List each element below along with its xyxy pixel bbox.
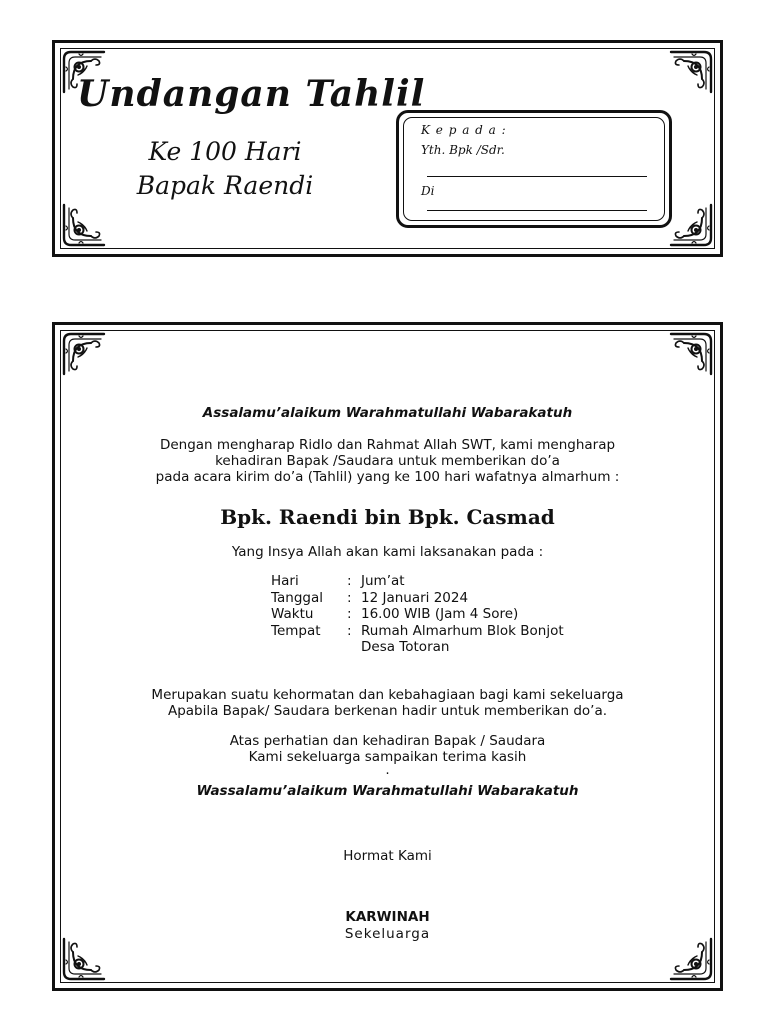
address-recipient-label: Yth. Bpk /Sdr.: [421, 143, 505, 157]
schedule-value: Desa Totoran: [361, 639, 450, 655]
schedule-details: [271, 573, 564, 656]
schedule-row-time: [271, 606, 564, 623]
schedule-label: Waktu: [271, 606, 314, 622]
ornament-corner-icon: [668, 49, 714, 95]
ornament-corner-icon: [668, 202, 714, 248]
schedule-row-day: [271, 573, 564, 590]
ornament-corner-icon: [61, 936, 107, 982]
closing-greeting: Wassalamu’alaikum Warahmatullahi Wabarakatuh: [196, 783, 579, 799]
intro-line-2: kehadiran Bapak /Saudara untuk memberikan do’a: [215, 453, 560, 469]
schedule-label: Hari: [271, 573, 299, 589]
schedule-row-place: [271, 623, 564, 640]
recipient-line: [427, 176, 647, 177]
ornament-corner-icon: [61, 202, 107, 248]
ornament-corner-icon: [61, 331, 107, 377]
regards-text: Hormat Kami: [343, 848, 432, 864]
intro-line-1: Dengan mengharap Ridlo dan Rahmat Allah SWT, kami mengharap: [159, 437, 616, 453]
envelope-title: Undangan Tahlil: [77, 73, 426, 115]
schedule-row-date: [271, 590, 564, 607]
honor-line-1: Merupakan suatu kehormatan dan kebahagiaan bagi kami sekeluarga: [151, 687, 624, 703]
ornament-corner-icon: [668, 936, 714, 982]
schedule-colon: :: [347, 606, 352, 622]
envelope-subtitle-line1: Ke 100 Hari: [148, 137, 302, 166]
schedule-value: Jum’at: [361, 573, 405, 589]
schedule-label-spacer: [271, 639, 347, 656]
address-place-label: Di: [421, 184, 435, 198]
schedule-colon-spacer: [347, 639, 361, 656]
ornament-corner-icon: [668, 331, 714, 377]
intro-line-3: pada acara kirim do’a (Tahlil) yang ke 100 hari wafatnya almarhum :: [155, 469, 620, 485]
schedule-colon: :: [347, 589, 352, 606]
envelope-subtitle-line2: Bapak Raendi: [136, 171, 314, 200]
thanks-line-2: Kami sekeluarga sampaikan terima kasih: [248, 749, 527, 765]
schedule-value: 12 Januari 2024: [361, 589, 469, 606]
schedule-value: 16.00 WIB (Jam 4 Sore): [361, 606, 519, 622]
thanks-line-1: Atas perhatian dan kehadiran Bapak / Saudara: [229, 733, 546, 749]
signer-role: Sekeluarga: [344, 926, 431, 942]
schedule-row-place-cont: [271, 639, 564, 656]
deceased-name: Bpk. Raendi bin Bpk. Casmad: [220, 505, 555, 529]
schedule-label: Tempat: [271, 622, 321, 639]
schedule-label: Tanggal: [271, 589, 324, 606]
schedule-intro: Yang Insya Allah akan kami laksanakan pada :: [231, 544, 544, 560]
schedule-colon: :: [347, 622, 352, 639]
schedule-colon: :: [347, 573, 352, 589]
letter-inner-border: [60, 330, 715, 983]
address-box: [396, 110, 672, 228]
address-to-label: K e p a d a :: [421, 123, 507, 137]
invitation-letter: [52, 322, 723, 991]
schedule-value: Rumah Almarhum Blok Bonjot: [361, 622, 564, 639]
opening-greeting: Assalamu’alaikum Warahmatullahi Wabarakatuh: [202, 405, 573, 421]
place-line: [427, 210, 647, 211]
honor-line-2: Apabila Bapak/ Saudara berkenan hadir untuk memberikan do’a.: [167, 703, 608, 719]
signer-name: KARWINAH: [345, 909, 430, 925]
separator-dot: .: [385, 762, 390, 778]
envelope-card: [52, 40, 723, 257]
